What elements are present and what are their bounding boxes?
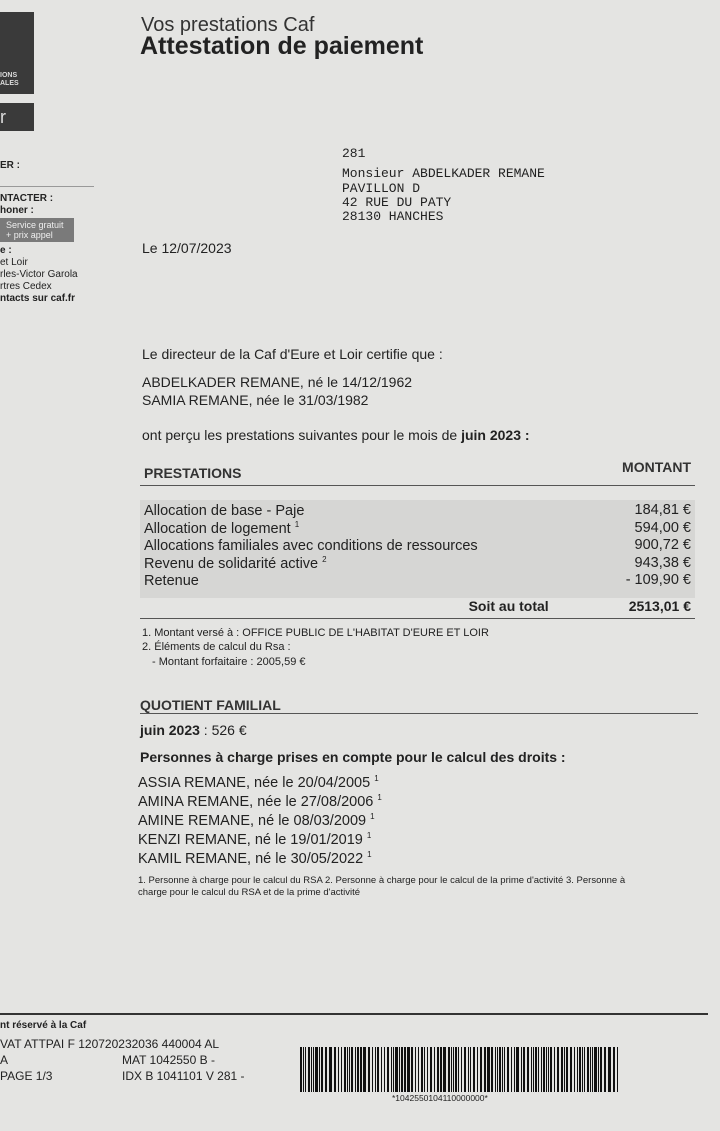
dependent-item (138, 793, 382, 810)
barcode-bar (364, 1047, 365, 1092)
barcode-bar (577, 1047, 578, 1092)
table-row (140, 537, 695, 554)
prestation-label (144, 520, 299, 537)
barcode-bar (570, 1047, 572, 1092)
barcode-bar (523, 1047, 524, 1092)
barcode-bar (590, 1047, 591, 1092)
beneficiary: SAMIA REMANE, née le 31/03/1982 (142, 392, 369, 408)
barcode-bar (502, 1047, 503, 1092)
barcode-bar (516, 1047, 518, 1092)
dependent-mark: 1 (366, 831, 372, 840)
caf-logo (0, 12, 34, 94)
barcode (300, 1047, 620, 1092)
barcode-bar (451, 1047, 452, 1092)
dependent-mark: 1 (374, 774, 379, 783)
barcode-bar (341, 1047, 342, 1092)
barcode-bar (434, 1047, 435, 1092)
note: 2. Éléments de calcul du Rsa : (142, 641, 291, 653)
table-divider (140, 618, 695, 619)
barcode-bar (444, 1047, 445, 1092)
barcode-bar (584, 1047, 585, 1092)
prestation-amount: 943,38 € (634, 554, 691, 571)
barcode-bar (319, 1047, 320, 1092)
sidebar-divider (0, 186, 94, 187)
barcode-bar (535, 1047, 537, 1092)
barcode-bar (443, 1047, 444, 1092)
barcode-bar (321, 1047, 322, 1092)
barcode-bar (574, 1047, 575, 1092)
barcode-bar (600, 1047, 601, 1092)
note: - Montant forfaitaire : 2005,59 € (152, 656, 306, 668)
barcode-bar (300, 1047, 302, 1092)
barcode-bar (609, 1047, 610, 1092)
barcode-bar (313, 1047, 314, 1092)
table-row (140, 572, 695, 589)
recipient-code: 281 (342, 146, 366, 161)
dependent-mark: 1 (367, 850, 372, 859)
barcode-bar (495, 1047, 496, 1092)
dependent-name: AMINA REMANE, née le 27/08/2006 (138, 793, 374, 810)
document-date: Le 12/07/2023 (142, 240, 232, 256)
barcode-bar (514, 1047, 515, 1092)
barcode-bar (381, 1047, 382, 1092)
barcode-bar (421, 1047, 423, 1092)
barcode-bar (375, 1047, 376, 1092)
prestation-amount: 184,81 € (634, 502, 691, 518)
barcode-bar (480, 1047, 481, 1092)
dependent-name: KAMIL REMANE, né le 30/05/2022 (138, 850, 364, 867)
prestation-name: Revenu de solidarité active (144, 555, 319, 572)
quotient-divider (140, 713, 698, 714)
barcode-bar (372, 1047, 373, 1092)
prestation-amount: 900,72 € (634, 537, 691, 553)
barcode-bar (453, 1047, 454, 1092)
barcode-bar (504, 1047, 505, 1092)
dependent-item (138, 774, 379, 791)
barcode-bar (408, 1047, 409, 1092)
barcode-bar (468, 1047, 469, 1092)
quotient-amount: : 526 € (199, 722, 247, 738)
note-ref: 2 (322, 554, 327, 564)
barcode-bar (561, 1047, 563, 1092)
beneficiary: ABDELKADER REMANE, né le 14/12/1962 (142, 374, 413, 390)
barcode-bar (613, 1047, 615, 1092)
table-row (140, 555, 695, 572)
table-header (140, 459, 695, 481)
recipient-line: Monsieur ABDELKADER REMANE (342, 166, 545, 181)
note: 1. Montant versé à : OFFICE PUBLIC DE L'HABITAT D'EURE ET LOIR (142, 627, 489, 639)
barcode-bar (351, 1047, 353, 1092)
quotient-month: juin 2023 (140, 722, 200, 738)
barcode-bar (440, 1047, 442, 1092)
barcode-bar (538, 1047, 539, 1092)
dependent-name: ASSIA REMANE, née le 20/04/2005 (138, 774, 371, 791)
barcode-bar (521, 1047, 522, 1092)
col-montant: MONTANT (622, 459, 691, 475)
barcode-bar (497, 1047, 498, 1092)
barcode-bar (550, 1047, 552, 1092)
barcode-bar (308, 1047, 310, 1092)
prestation-label (144, 537, 478, 554)
prestation-name: Retenue (144, 572, 199, 589)
footer-ref: VAT ATTPAI F 120720232036 440004 AL (0, 1037, 220, 1051)
perceived-text (142, 427, 530, 443)
footer-idx: IDX B 1041101 V 281 - (122, 1069, 245, 1083)
address-line: et Loir (0, 257, 28, 268)
barcode-bar (338, 1047, 339, 1092)
barcode-bar (404, 1047, 406, 1092)
barcode-bar (604, 1047, 606, 1092)
barcode-bar (464, 1047, 466, 1092)
barcode-bar (543, 1047, 545, 1092)
barcode-bar (548, 1047, 549, 1092)
prestation-name: Allocation de base - Paje (144, 502, 305, 519)
barcode-bar (391, 1047, 392, 1092)
barcode-bar (384, 1047, 385, 1092)
barcode-bar (579, 1047, 581, 1092)
contacts-link[interactable]: ntacts sur caf.fr (0, 293, 76, 304)
barcode-bar (546, 1047, 547, 1092)
address-line: rtres Cedex (0, 281, 52, 292)
page-title: Attestation de paiement (140, 32, 424, 60)
barcode-bar (411, 1047, 413, 1092)
barcode-bar (458, 1047, 459, 1092)
perceived-month: juin 2023 : (461, 427, 530, 443)
barcode-bar (305, 1047, 306, 1092)
table-row (140, 520, 695, 537)
prestation-label (144, 572, 199, 589)
barcode-bar (363, 1047, 364, 1092)
barcode-bar (491, 1047, 493, 1092)
barcode-bar (395, 1047, 397, 1092)
barcode-bar (303, 1047, 304, 1092)
dependents-footnote: 1. Personne à charge pour le calcul du RSA 2. Personne à charge pour le calcul de la prime d'activité 3. Personne à (138, 875, 626, 886)
barcode-bar (334, 1047, 336, 1092)
barcode-bar (477, 1047, 478, 1092)
barcode-bar (401, 1047, 402, 1092)
service-badge: Service gratuit + prix appel (0, 218, 74, 242)
barcode-bar (393, 1047, 394, 1092)
dependent-item (138, 831, 371, 848)
dependents-footnote: charge pour le calcul du RSA et de la prime d'activité (138, 887, 361, 898)
barcode-bar (507, 1047, 509, 1092)
barcode-bar (437, 1047, 438, 1092)
dependents-title: Personnes à charge prises en compte pour le calcul des droits : (140, 749, 566, 765)
barcode-bar (357, 1047, 358, 1092)
phone-label: honer : (0, 205, 34, 216)
col-prestations: PRESTATIONS (144, 465, 242, 481)
barcode-bar (566, 1047, 567, 1092)
barcode-bar (527, 1047, 529, 1092)
quotient-title: QUOTIENT FAMILIAL (140, 697, 281, 713)
dependent-item (138, 850, 372, 867)
barcode-bar (407, 1047, 408, 1092)
dependent-mark: 1 (377, 793, 382, 802)
reserved-label: nt réservé à la Caf (0, 1020, 87, 1031)
barcode-bar (587, 1047, 589, 1092)
barcode-bar (617, 1047, 618, 1092)
barcode-bar (594, 1047, 596, 1092)
barcode-bar (325, 1047, 327, 1092)
prestation-name: Allocations familiales avec conditions de ressources (144, 537, 478, 554)
footer-ref: A (0, 1053, 9, 1067)
page-subtitle: Vos prestations Caf (141, 14, 315, 36)
logo2-text: r (0, 107, 6, 127)
barcode-bar (311, 1047, 312, 1092)
barcode-bar (541, 1047, 542, 1092)
barcode-bar (415, 1047, 416, 1092)
barcode-bar (582, 1047, 583, 1092)
barcode-bar (557, 1047, 558, 1092)
barcode-bar (418, 1047, 419, 1092)
barcode-bar (473, 1047, 475, 1092)
table-row (140, 502, 695, 519)
prestation-amount: - 109,90 € (625, 572, 691, 588)
barcode-bar (554, 1047, 555, 1092)
quotient-value (140, 722, 247, 738)
certification-intro: Le directeur de la Caf d'Eure et Loir certifie que : (142, 346, 443, 362)
barcode-bar (488, 1047, 489, 1092)
barcode-text: *1042550104110000000* (392, 1093, 488, 1103)
barcode-bar (355, 1047, 356, 1092)
address-label: e : (0, 245, 12, 256)
barcode-bar (564, 1047, 565, 1092)
prestation-label (144, 502, 304, 519)
prestation-label (144, 555, 327, 572)
barcode-bar (344, 1047, 346, 1092)
barcode-bar (430, 1047, 432, 1092)
barcode-bar (499, 1047, 501, 1092)
footer-divider (0, 1013, 708, 1015)
logo-text: IONS ALES (0, 72, 19, 87)
barcode-bar (455, 1047, 457, 1092)
barcode-bar (461, 1047, 462, 1092)
barcode-bar (377, 1047, 379, 1092)
note-ref: 1 (294, 519, 300, 529)
dependent-name: KENZI REMANE, né le 19/01/2019 (138, 831, 363, 848)
recipient-line: 42 RUE DU PATY (342, 195, 452, 210)
dossier-label: ER : (0, 160, 20, 171)
barcode-bar (329, 1047, 330, 1092)
barcode-bar (487, 1047, 488, 1092)
address-line: rles-Victor Garola (0, 269, 78, 280)
barcode-bar (533, 1047, 534, 1092)
total-amount: 2513,01 € (628, 598, 691, 614)
total-label: Soit au total (468, 598, 549, 614)
barcode-bar (349, 1047, 350, 1092)
dependent-item (138, 812, 375, 829)
footer-mat: MAT 1042550 B - (122, 1053, 215, 1067)
recipient-line: 28130 HANCHES (342, 209, 444, 224)
barcode-bar (368, 1047, 370, 1092)
contact-label: NTACTER : (0, 193, 54, 204)
barcode-bar (470, 1047, 471, 1092)
barcode-bar (347, 1047, 348, 1092)
perceived-label: ont perçu les prestations suivantes pour le mois de (142, 427, 462, 443)
barcode-bar (592, 1047, 593, 1092)
barcode-bar (598, 1047, 599, 1092)
barcode-bar (360, 1047, 362, 1092)
footer-page: PAGE 1/3 (0, 1069, 53, 1083)
table-divider (140, 485, 695, 486)
total-row (140, 598, 695, 614)
dependent-mark: 1 (370, 812, 375, 821)
prestation-amount: 594,00 € (634, 519, 691, 536)
barcode-bar (330, 1047, 331, 1092)
prestation-name: Allocation de logement (144, 520, 291, 537)
barcode-bar (448, 1047, 450, 1092)
barcode-bar (399, 1047, 400, 1092)
barcode-bar (427, 1047, 428, 1092)
barcode-bar (424, 1047, 425, 1092)
barcode-bar (531, 1047, 532, 1092)
barcode-bar (511, 1047, 512, 1092)
barcode-bar (484, 1047, 486, 1092)
barcode-bar (315, 1047, 317, 1092)
recipient-line: PAVILLON D (342, 181, 421, 196)
dependent-name: AMINE REMANE, né le 08/03/2009 (138, 812, 367, 829)
barcode-bar (387, 1047, 389, 1092)
barcode-bar (608, 1047, 609, 1092)
caf-fr-logo (0, 103, 34, 131)
